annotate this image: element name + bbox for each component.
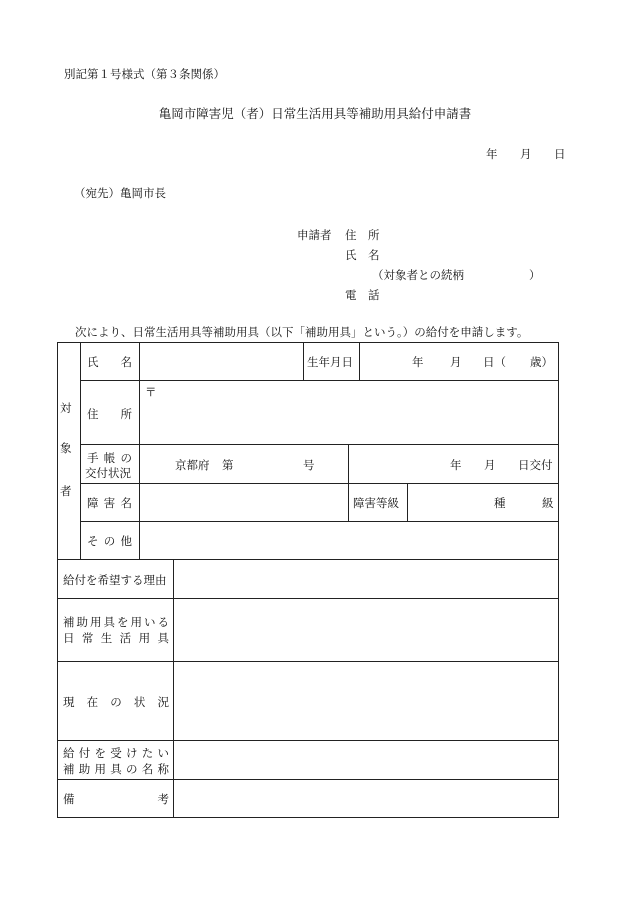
birth-label: 生年月日 bbox=[307, 355, 353, 369]
handbook-label-line1 bbox=[87, 450, 132, 466]
birth-month: 月 bbox=[450, 355, 462, 369]
name-label bbox=[87, 354, 132, 370]
usage-label-char: 助 bbox=[76, 615, 88, 629]
form-number: 別記第１号様式（第３条関係） bbox=[64, 67, 225, 81]
grade-unit: 級 bbox=[542, 496, 554, 510]
device-label-line2 bbox=[63, 761, 169, 777]
form-title: 亀岡市障害児（者）日常生活用具等補助用具給付申請書 bbox=[158, 106, 472, 121]
usage-label-char: 活 bbox=[119, 631, 132, 645]
applicant-relation-close: ） bbox=[529, 268, 541, 282]
address-label bbox=[87, 406, 132, 422]
table-border bbox=[303, 342, 304, 380]
usage-label-char: い bbox=[144, 615, 156, 629]
device-label-char: 補 bbox=[63, 762, 75, 776]
device-label-char: け bbox=[126, 746, 138, 760]
remarks-label bbox=[63, 791, 169, 807]
status-label-char: の bbox=[110, 695, 122, 709]
applicant-relation-label: （対象者との続柄 bbox=[372, 268, 464, 282]
table-border bbox=[57, 740, 559, 741]
device-label-char: い bbox=[157, 746, 169, 760]
status-label-char: 現 bbox=[63, 695, 75, 709]
device-label-char: 給 bbox=[63, 746, 75, 760]
table-border bbox=[139, 342, 140, 559]
usage-label-char: 具 bbox=[103, 615, 115, 629]
device-label-char: 助 bbox=[78, 762, 91, 776]
table-border bbox=[57, 598, 559, 599]
applicant-address-label: 住 所 bbox=[345, 228, 380, 242]
usage-label-char: 補 bbox=[63, 615, 75, 629]
table-border bbox=[80, 444, 559, 445]
handbook-label-char: の bbox=[120, 451, 132, 465]
prefecture: 京都府 bbox=[175, 458, 210, 472]
applicant-phone-label: 電 話 bbox=[345, 288, 380, 302]
status-label-char: 状 bbox=[133, 695, 146, 709]
name-label-char: 名 bbox=[120, 355, 132, 369]
birth-year: 年 bbox=[412, 355, 424, 369]
table-border bbox=[57, 342, 58, 818]
device-label-char: た bbox=[141, 746, 154, 760]
grade-label: 障害等級 bbox=[353, 496, 399, 510]
device-label-char: の bbox=[126, 762, 138, 776]
date-day: 日 bbox=[554, 147, 566, 161]
age: 歳） bbox=[530, 355, 553, 369]
handbook-label-char: 手 bbox=[87, 451, 99, 465]
usage-label-char: 生 bbox=[100, 631, 113, 645]
birth-day: 日（ bbox=[483, 355, 506, 369]
device-label-line1 bbox=[63, 745, 169, 761]
table-border bbox=[359, 342, 360, 380]
table-border bbox=[407, 483, 408, 521]
applicant-name-label: 氏 名 bbox=[345, 248, 380, 262]
date-month: 月 bbox=[520, 147, 532, 161]
device-label-char: 受 bbox=[110, 746, 122, 760]
subject-label-2: 象 bbox=[60, 441, 72, 455]
usage-label-char: 用 bbox=[130, 615, 142, 629]
applicant-label: 申請者 bbox=[297, 228, 332, 242]
issue-day: 日交付 bbox=[518, 458, 553, 472]
table-border bbox=[558, 342, 559, 818]
device-label-char: 用 bbox=[94, 762, 106, 776]
status-label-char: 況 bbox=[157, 695, 169, 709]
table-border bbox=[57, 817, 559, 818]
handbook-label-char: 帳 bbox=[103, 451, 116, 465]
usage-label-line1 bbox=[63, 614, 169, 630]
usage-label-char: 用 bbox=[90, 615, 102, 629]
table-border bbox=[173, 559, 174, 817]
table-border bbox=[57, 559, 559, 560]
device-label-char: 付 bbox=[78, 746, 91, 760]
usage-label-char: 日 bbox=[63, 631, 75, 645]
usage-label-char: る bbox=[157, 615, 169, 629]
name-label-char: 氏 bbox=[87, 355, 99, 369]
disability-label-char: 名 bbox=[120, 496, 132, 510]
status-label-char: 在 bbox=[86, 695, 99, 709]
handbook-label-line2: 交付状況 bbox=[85, 466, 131, 480]
other-label bbox=[87, 533, 132, 549]
subject-label-3: 者 bbox=[60, 484, 72, 498]
usage-label-char: 常 bbox=[81, 631, 94, 645]
device-label-char: 称 bbox=[157, 762, 169, 776]
handbook-go: 号 bbox=[303, 458, 315, 472]
issue-month: 月 bbox=[484, 458, 496, 472]
address-label-char: 所 bbox=[120, 407, 132, 421]
remarks-label-char: 備 bbox=[63, 792, 75, 806]
other-label-char: の bbox=[103, 534, 116, 548]
disability-label bbox=[87, 495, 132, 511]
addressee: （宛先）亀岡市長 bbox=[74, 186, 166, 200]
status-label bbox=[63, 694, 169, 710]
table-border bbox=[57, 661, 559, 662]
usage-label-line2 bbox=[63, 630, 169, 646]
usage-label-char: 用 bbox=[138, 631, 151, 645]
issue-year: 年 bbox=[450, 458, 462, 472]
intro-text: 次により、日常生活用具等補助用具（以下「補助用具」という。）の給付を申請します。 bbox=[75, 325, 529, 339]
table-border bbox=[80, 521, 559, 522]
table-border bbox=[80, 380, 559, 381]
table-border bbox=[80, 342, 81, 559]
table-border bbox=[57, 779, 559, 780]
reason-label: 給付を希望する理由 bbox=[63, 573, 167, 587]
subject-label-1: 対 bbox=[60, 401, 72, 415]
handbook-dai: 第 bbox=[222, 458, 234, 472]
table-border bbox=[57, 342, 559, 343]
table-border bbox=[348, 444, 349, 521]
other-label-char: 他 bbox=[120, 534, 132, 548]
remarks-label-char: 考 bbox=[157, 792, 169, 806]
postal-mark: 〒 bbox=[145, 385, 157, 399]
device-label-char: 名 bbox=[141, 762, 154, 776]
disability-label-char: 障 bbox=[87, 496, 99, 510]
device-label-char: 具 bbox=[110, 762, 122, 776]
other-label-char: そ bbox=[87, 534, 99, 548]
disability-label-char: 害 bbox=[103, 496, 116, 510]
usage-label-char: 具 bbox=[157, 631, 169, 645]
address-label-char: 住 bbox=[87, 407, 99, 421]
type-label: 種 bbox=[494, 496, 506, 510]
date-year: 年 bbox=[486, 147, 498, 161]
usage-label-char: を bbox=[117, 615, 129, 629]
device-label-char: を bbox=[94, 746, 106, 760]
table-border bbox=[80, 483, 559, 484]
